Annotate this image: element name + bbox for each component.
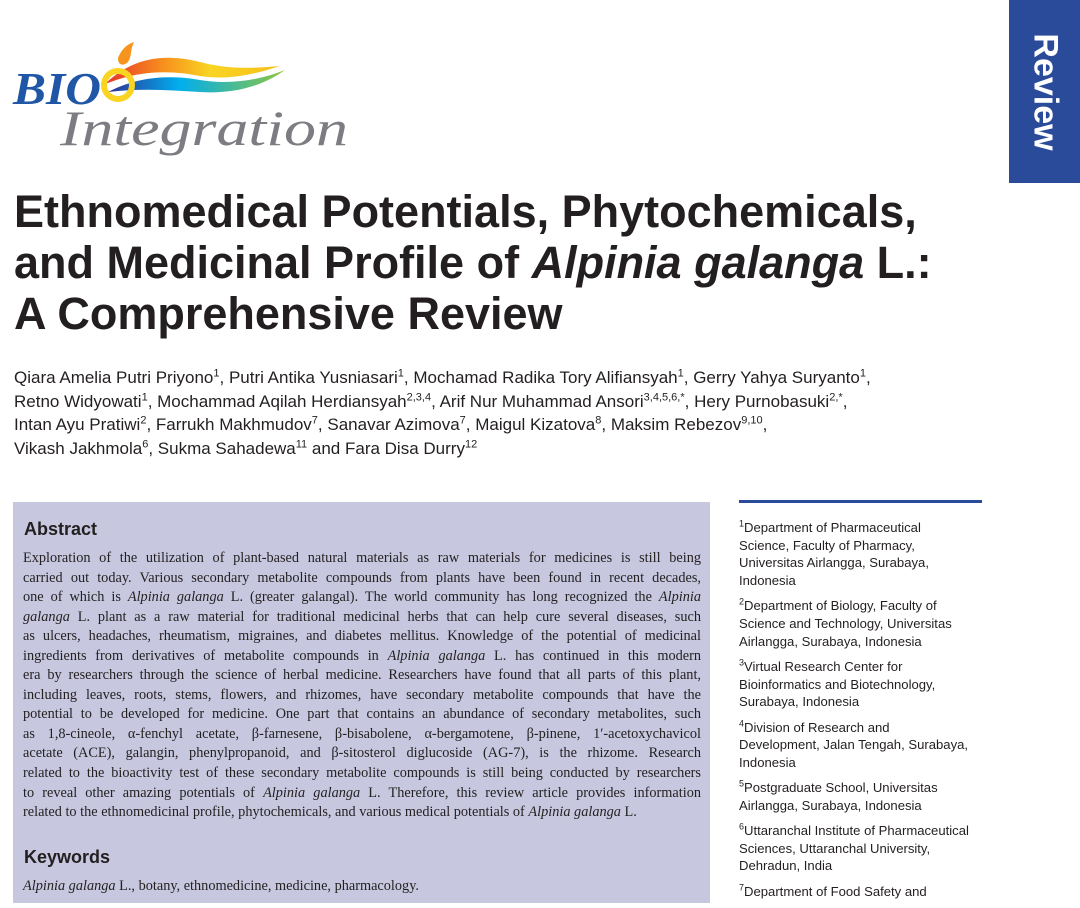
- abstract-text-run: including leaves, roots, stems, flowers, and rhizomes, have secondary metabolite compounds that have the: [23, 686, 701, 703]
- species-name: Alpinia: [658, 589, 701, 606]
- abstract-text-run: related to the ethnomedicinal profile, phytochemicals, and various medical potentials of: [23, 804, 529, 821]
- logo-bio-text: BIO: [11, 63, 102, 114]
- title-species: Alpinia galanga: [531, 237, 865, 288]
- abstract-text-run: potential to be developed for medicine. One part that contains an abundance of secondary metabolites, such: [23, 706, 701, 723]
- title-line-2-pre: and Medicinal Profile of: [14, 237, 532, 288]
- author-text: , Sukma Sahadewa: [148, 438, 296, 458]
- affiliation-text: Uttaranchal Institute of Pharmaceutical: [744, 823, 969, 839]
- affiliation-text: Department of Food Safety and: [744, 883, 927, 899]
- author-text: , Arif Nur Muhammad Ansori: [431, 391, 644, 411]
- affiliation-text: Indonesia: [739, 573, 796, 589]
- affiliations-rule: [739, 500, 982, 503]
- abstract-text-run: one of which is: [23, 589, 128, 606]
- author-text: , Hery Purnobasuki: [684, 391, 830, 411]
- author-text: , Mochamad Radika Tory Alifiansyah: [403, 368, 678, 387]
- author-text: ,: [762, 415, 768, 435]
- author-text: , Gerry Yahya Suryanto: [683, 368, 860, 387]
- affiliation-item: [739, 822, 989, 875]
- keywords-text: [23, 878, 419, 895]
- affiliation-number: 6: [739, 821, 745, 832]
- affiliation-text: Bioinformatics and Biotechnology,: [739, 676, 936, 692]
- affiliation-number: 7: [739, 882, 745, 893]
- abstract-text-run: era by researchers through the science of herbal medicine. Researchers have found that all parts of this plant,: [23, 667, 701, 684]
- section-tab-label: Review: [1026, 33, 1064, 151]
- author-line: [14, 390, 1014, 414]
- author-text: Qiara Amelia Putri Priyono: [14, 368, 214, 387]
- abstract-text-run: carried out today. Various secondary metabolite compounds from plants have been found in recent decades,: [23, 569, 701, 586]
- abstract-line: [23, 666, 701, 686]
- species-name: Alpinia galanga: [127, 589, 224, 606]
- affiliation-line: [739, 857, 989, 875]
- affiliation-item: [739, 597, 989, 650]
- affiliation-number: 2: [739, 596, 745, 607]
- abstract-text-run: L.: [620, 804, 637, 821]
- abstract-text-run: L. Therefore, this review article provides information: [360, 784, 701, 801]
- affiliation-item: [739, 719, 989, 772]
- abstract-line: [23, 627, 701, 647]
- abstract-text-run: L. plant as a raw material for traditional medicinal herbs that can help cure several diseases, such: [69, 608, 701, 625]
- abstract-text-run: L. has continued in this modern: [485, 647, 702, 664]
- affiliation-line: [739, 693, 989, 711]
- affiliation-marker: 2,3,4: [406, 390, 432, 403]
- title-line-1: Ethnomedical Potentials, Phytochemicals,: [14, 186, 917, 237]
- abstract-line: [23, 588, 701, 608]
- author-list: [14, 366, 1014, 460]
- section-tab: [1009, 0, 1080, 183]
- affiliation-marker: 1: [213, 367, 220, 380]
- affiliation-line: [739, 822, 989, 840]
- affiliation-marker: 6: [142, 438, 149, 451]
- species-name: galanga: [23, 608, 70, 625]
- affiliation-marker: 2,*: [829, 390, 843, 403]
- affiliation-line: [739, 519, 989, 537]
- species-name: Alpinia galanga: [528, 804, 621, 821]
- abstract-text-run: as 1,8-cineole, α-fenchyl acetate, β-farnesene, β-bisabolene, α-bergamotene, β-pinene, 1′-acetoxychavicol: [23, 725, 701, 742]
- author-line: [14, 366, 1014, 390]
- abstract-text-run: to reveal other amazing potentials of: [23, 784, 264, 801]
- abstract-line: [23, 705, 701, 725]
- affiliation-marker: 1: [859, 367, 866, 380]
- abstract-line: [23, 744, 701, 764]
- title-line-2: [14, 237, 994, 288]
- abstract-heading: Abstract: [24, 519, 98, 539]
- affiliation-text: Division of Research and: [744, 719, 890, 735]
- affiliation-line: [739, 754, 989, 772]
- author-text: Retno Widyowati: [14, 391, 142, 411]
- species-name: Alpinia galanga: [263, 784, 361, 801]
- affiliation-text: Sciences, Uttaranchal University,: [739, 840, 931, 856]
- affiliation-marker: 12: [464, 438, 478, 451]
- affiliation-line: [739, 658, 989, 676]
- affiliation-text: Science, Faculty of Pharmacy,: [739, 537, 915, 553]
- affiliation-line: [739, 736, 989, 754]
- affiliation-line: [739, 615, 989, 633]
- affiliation-marker: 1: [397, 367, 404, 380]
- author-text: , Maksim Rebezov: [601, 415, 742, 435]
- abstract-text-run: ingredients from derivatives of metabolite compounds in: [23, 647, 388, 664]
- author-text: Vikash Jakhmola: [14, 438, 143, 458]
- affiliation-line: [739, 779, 989, 797]
- affiliation-text: Postgraduate School, Universitas: [744, 780, 938, 796]
- affiliation-text: Development, Jalan Tengah, Surabaya,: [739, 737, 969, 753]
- abstract-line: [23, 725, 701, 745]
- abstract-line: [23, 569, 701, 589]
- affiliation-number: 5: [739, 778, 745, 789]
- affiliation-line: [739, 883, 989, 901]
- affiliation-text: Airlangga, Surabaya, Indonesia: [739, 633, 922, 649]
- affiliation-text: Science and Technology, Universitas: [739, 616, 952, 632]
- author-text: Intan Ayu Pratiwi: [14, 415, 141, 435]
- affiliation-marker: 7: [459, 414, 466, 427]
- affiliations-list: [739, 519, 989, 908]
- abstract-line: [23, 549, 701, 569]
- abstract-text-run: Exploration of the utilization of plant-based natural materials as raw materials for medicines is still being: [23, 550, 701, 566]
- affiliation-marker: 11: [295, 438, 308, 451]
- affiliation-marker: 1: [141, 390, 148, 403]
- abstract-text-run: L. (greater galangal). The world community has long recognized the: [223, 589, 659, 606]
- affiliation-line: [739, 537, 989, 555]
- author-text: and Fara Disa Durry: [307, 438, 465, 458]
- affiliation-marker: 1: [677, 367, 684, 380]
- keywords-run: L., botany, ethnomedicine, medicine, pharmacology.: [115, 878, 419, 894]
- species-name: Alpinia galanga: [23, 878, 116, 894]
- article-title: [14, 186, 994, 339]
- affiliation-text: Department of Pharmaceutical: [744, 520, 921, 535]
- affiliation-line: [739, 554, 989, 572]
- abstract-text-run: acetate (ACE), galangin, phenylpropanoid, and β-sitosterol diglucoside (AG-7), is the rhizome. Research: [23, 745, 701, 762]
- author-line: [14, 413, 1014, 437]
- affiliation-number: 1: [739, 518, 745, 529]
- affiliation-marker: 9,10: [741, 414, 763, 427]
- abstract-line: [23, 686, 701, 706]
- author-text: , Maigul Kizatova: [465, 415, 596, 435]
- affiliation-item: [739, 779, 989, 814]
- affiliation-text: Airlangga, Surabaya, Indonesia: [739, 797, 922, 813]
- abstract-line: [23, 764, 701, 784]
- affiliation-text: Universitas Airlangga, Surabaya,: [739, 555, 929, 571]
- author-text: , Mochammad Aqilah Herdiansyah: [147, 391, 407, 411]
- affiliation-line: [739, 719, 989, 737]
- title-line-3: A Comprehensive Review: [14, 288, 563, 339]
- author-text: ,: [842, 391, 848, 411]
- keywords-heading: Keywords: [24, 847, 111, 867]
- affiliation-line: [739, 797, 989, 815]
- author-text: ,: [865, 368, 871, 387]
- logo-flame: [118, 42, 134, 65]
- abstract-line: [23, 647, 701, 667]
- affiliation-marker: 8: [595, 414, 602, 427]
- abstract-line: [23, 803, 701, 823]
- affiliation-number: 3: [739, 657, 745, 668]
- author-text: , Putri Antika Yusniasari: [219, 368, 398, 387]
- affiliation-item: [739, 658, 989, 711]
- affiliation-number: 4: [739, 718, 745, 729]
- affiliation-text: Department of Biology, Faculty of: [744, 598, 937, 614]
- affiliation-text: Surabaya, Indonesia: [739, 694, 860, 710]
- abstract-text-run: as ulcers, headaches, rheumatism, migraines, and diabetes mellitus. Knowledge of the potential of medicinal: [23, 628, 701, 645]
- abstract-box: [13, 502, 710, 903]
- title-line-2-post: L.:: [864, 237, 932, 288]
- affiliation-line: [739, 840, 989, 858]
- affiliation-item: [739, 883, 989, 901]
- author-text: , Farrukh Makhmudov: [146, 415, 312, 435]
- affiliation-text: Dehradun, India: [739, 858, 833, 874]
- affiliation-item: [739, 519, 989, 590]
- affiliation-text: Indonesia: [739, 754, 796, 770]
- affiliation-marker: 7: [311, 414, 318, 427]
- species-name: Alpinia galanga: [387, 647, 486, 664]
- abstract-line: [23, 784, 701, 804]
- abstract-text: [23, 549, 701, 823]
- logo-integration-text: Integration: [58, 100, 348, 156]
- affiliation-marker: 2: [140, 414, 147, 427]
- author-text: , Sanavar Azimova: [317, 415, 460, 435]
- affiliation-marker: 3,4,5,6,*: [643, 390, 685, 403]
- author-line: [14, 437, 1014, 461]
- affiliation-line: [739, 597, 989, 615]
- journal-logo: [10, 40, 355, 165]
- affiliation-line: [739, 676, 989, 694]
- affiliation-text: Virtual Research Center for: [744, 658, 903, 674]
- abstract-line: [23, 608, 701, 628]
- affiliation-line: [739, 633, 989, 651]
- abstract-text-run: related to the bioactivity test of these secondary metabolite compounds is still being conducted by researchers: [23, 765, 701, 782]
- affiliation-line: [739, 572, 989, 590]
